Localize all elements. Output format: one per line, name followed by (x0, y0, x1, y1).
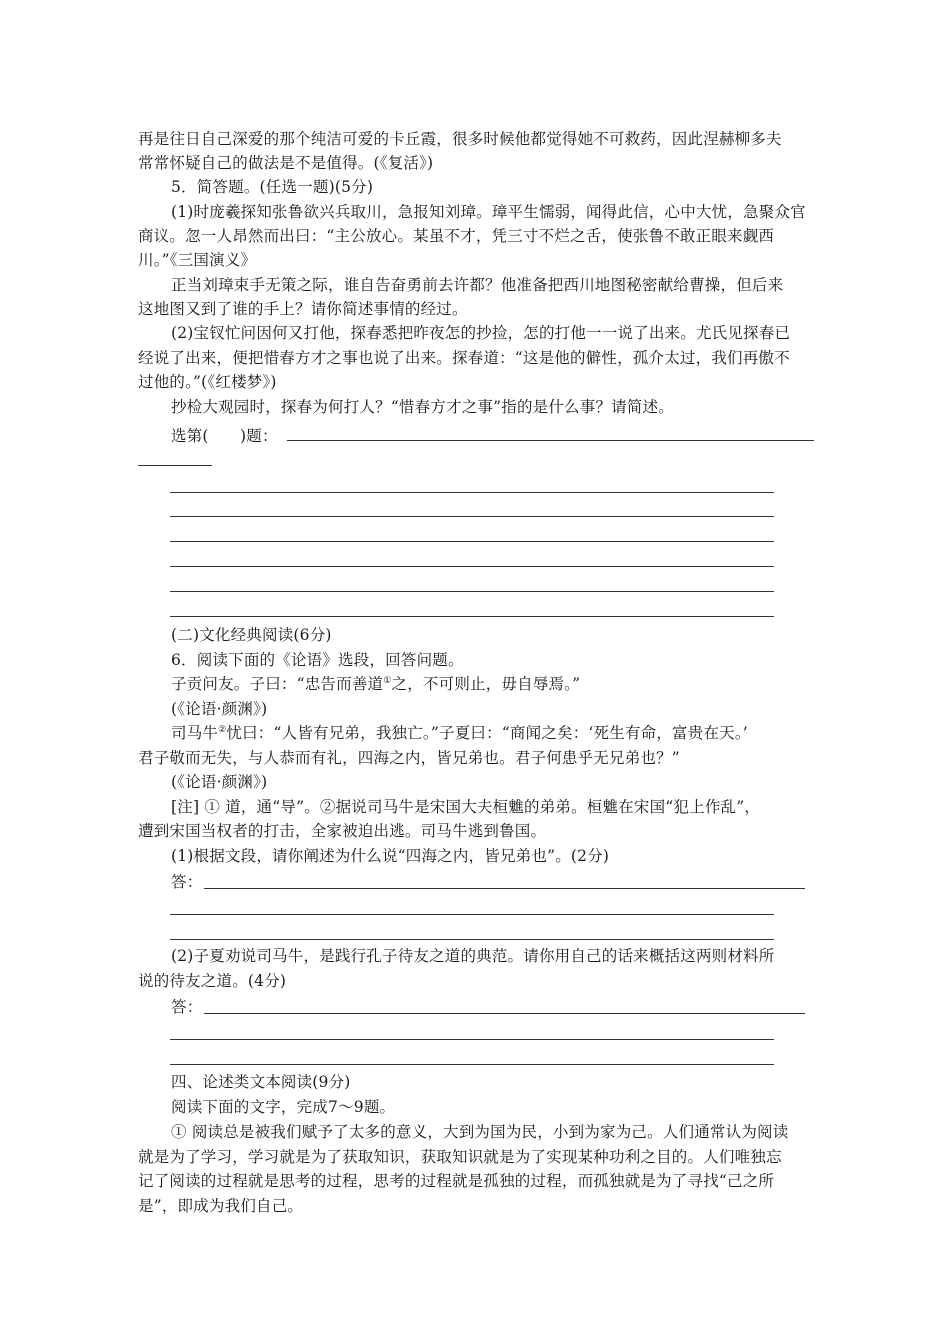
footnote-marker: ② (218, 724, 227, 735)
text-line: 过他的。”(《红楼梦》) (138, 373, 277, 391)
text-line: 抄检大观园时，探春为何打人？“惜春方才之事”指的是什么事？请简述。 (171, 398, 674, 416)
text-line: 商议。忽一人昂然而出曰：“主公放心。某虽不才，凭三寸不烂之舌，使张鲁不敢正眼来觑西 (138, 227, 775, 245)
section-heading: (二)文化经典阅读(6分) (171, 626, 332, 644)
text-line: 经说了出来，便把惜春方才之事也说了出来。探春道：“这是他的僻性，孤介太过，我们再傲不 (138, 349, 790, 367)
answer-line[interactable] (204, 888, 805, 889)
source-citation: (《论语·颜渊》) (171, 773, 268, 791)
question-text: 说的待友之道。(4分) (138, 972, 287, 990)
source-citation: (《论语·颜渊》) (171, 700, 268, 718)
text-line: 常常怀疑自己的做法是不是值得。(《复活》) (138, 154, 434, 172)
answer-line[interactable] (170, 1064, 774, 1065)
answer-line[interactable] (170, 516, 774, 517)
answer-line[interactable] (287, 440, 814, 441)
instruction-text: 阅读下面的文字，完成7～9题。 (171, 1098, 396, 1116)
answer-line[interactable] (170, 616, 774, 617)
paragraph-line: 就是为了学习，学习就是为了获取知识，获取知识就是为了实现某种功利之目的。人们唯独忘 (138, 1148, 782, 1166)
answer-line[interactable] (170, 492, 774, 493)
section-heading: 四、论述类文本阅读(9分) (171, 1073, 351, 1091)
text-line: (2)宝钗忙问因何又打他，探春悉把昨夜怎的抄捡，怎的打他一一说了出来。尤氏见探春已 (171, 324, 791, 342)
paragraph-line: 是”，即成为我们自己。 (138, 1197, 304, 1215)
answer-label: 答： (171, 998, 203, 1016)
footnote-marker: ① (383, 675, 392, 686)
paragraph-line: 记了阅读的过程就是思考的过程，思考的过程就是孤独的过程，而孤独就是为了寻找“己之所 (138, 1172, 775, 1190)
quote-line: 子贡问友。子曰：“忠告而善道①之，不可则止，毋自辱焉。” (171, 675, 581, 693)
answer-line[interactable] (170, 914, 774, 915)
answer-line[interactable] (170, 939, 774, 940)
note-line: 遭到宋国当权者的打击，全家被迫出逃。司马牛逃到鲁国。 (138, 822, 547, 840)
text-line: 这地图又到了谁的手上？请你简述事情的经过。 (138, 300, 468, 318)
text-line: 川。”《三国演义》 (138, 251, 257, 269)
text-line: 再是往日自己深爱的那个纯洁可爱的卡丘霞，很多时候他都觉得她不可救药，因此涅赫柳多夫 (138, 130, 782, 148)
question-heading: 5．简答题。(任选一题)(5分) (171, 178, 374, 196)
answer-label: 答： (171, 873, 203, 891)
answer-line[interactable] (138, 465, 212, 466)
answer-line[interactable] (170, 541, 774, 542)
quote-line: 司马牛②忧曰：“人皆有兄弟，我独亡。”子夏曰：“商闻之矣：‘死生有命，富贵在天。’ (171, 724, 748, 742)
question-text: (1)根据文段，请你阐述为什么说“四海之内，皆兄弟也”。(2分) (171, 847, 610, 865)
paragraph-line: ① 阅读总是被我们赋予了太多的意义，大到为国为民，小到为家为己。人们通常认为阅读 (171, 1123, 789, 1141)
question-heading: 6．阅读下面的《论语》选段，回答问题。 (171, 651, 464, 669)
question-text: (2)子夏劝说司马牛，是践行孔子待友之道的典范。请你用自己的话来概括这两则材料所 (171, 947, 775, 965)
choice-label: 选第( )题： (171, 427, 278, 445)
answer-line[interactable] (170, 566, 774, 567)
text-line: 正当刘璋束手无策之际，谁自告奋勇前去许都？他准备把西川地图秘密献给曹操，但后来 (171, 276, 784, 294)
text-line: (1)时庞羲探知张鲁欲兴兵取川，急报知刘璋。璋平生懦弱，闻得此信，心中大忧，急聚众官 (171, 203, 806, 221)
answer-line[interactable] (170, 1039, 774, 1040)
quote-line: 君子敬而无失，与人恭而有礼，四海之内，皆兄弟也。君子何患乎无兄弟也？” (138, 749, 680, 767)
answer-line[interactable] (204, 1013, 805, 1014)
answer-line[interactable] (170, 591, 774, 592)
note-line: [注] ① 道，通“导”。②据说司马牛是宋国大夫桓魋的弟弟。桓魋在宋国“犯上作乱”， (171, 798, 761, 816)
